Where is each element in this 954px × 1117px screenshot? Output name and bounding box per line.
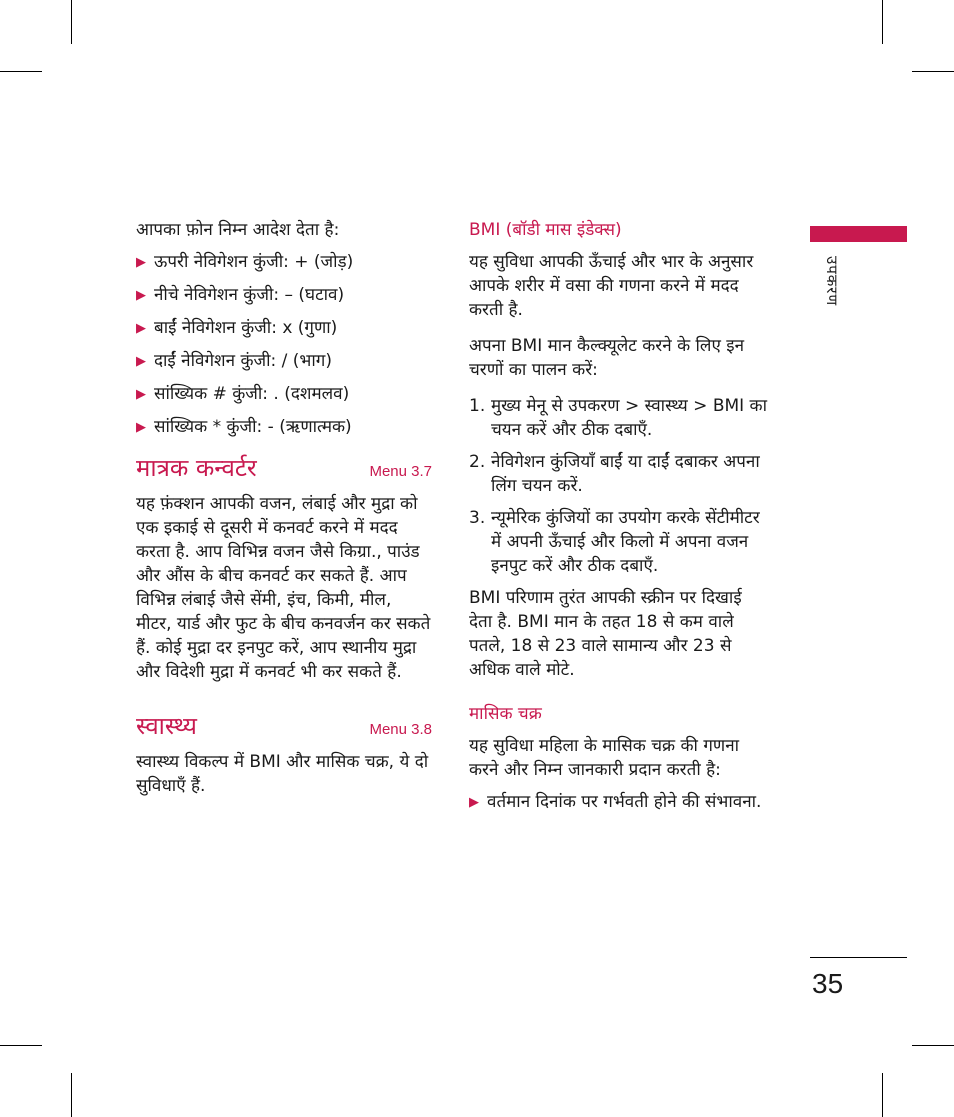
crop-mark: [0, 1045, 42, 1046]
bmi-description: यह सुविधा आपकी ऊँचाई और भार के अनुसार आपके शरीर में वसा की गणना करने में मदद करती है.: [469, 252, 754, 320]
list-item: ▶ बाईं नेविगेशन कुंजी: x (गुणा): [136, 316, 432, 341]
triangle-bullet-icon: ▶: [136, 387, 146, 402]
list-item: ▶ सांख्यिक # कुंजी: . (दशमलव): [136, 382, 432, 407]
triangle-bullet-icon: ▶: [136, 288, 146, 303]
unit-converter-body: यह फ़ंक्शन आपकी वजन, लंबाई और मुद्रा को एक इकाई से दूसरी में कनवर्ट करने में मदद करता है. आप विभिन्न वजन जैसे किग्रा., पाउंड और औंस के बीच कनवर्ट कर सकते हैं. आप विभिन्न लंबाई जैसे सेंमी, इंच, किमी, मील, मीटर, यार्ड और फुट के बीच कनवर्जन कर सकते हैं. कोई मुद्रा दर इनपुट करें, आप स्थानीय मुद्रा और विदेशी मुद्रा में कनवर्ट भी कर सकते हैं.: [136, 494, 431, 682]
crop-mark: [912, 71, 954, 72]
crop-mark: [0, 71, 42, 72]
list-item: ▶ ऊपरी नेविगेशन कुंजी: + (जोड़): [136, 250, 432, 275]
triangle-bullet-icon: ▶: [136, 354, 146, 369]
crop-mark: [882, 0, 883, 44]
list-item: ▶ सांख्यिक * कुंजी: - (ऋणात्मक): [136, 415, 432, 440]
list-item: ▶ नीचे नेविगेशन कुंजी: – (घटाव): [136, 283, 432, 308]
chapter-label: उपकरण: [823, 256, 841, 307]
menstrual-cycle-body: यह सुविधा महिला के मासिक चक्र की गणना करने और निम्न जानकारी प्रदान करती है:: [469, 736, 740, 780]
bmi-result: BMI परिणाम तुरंत आपकी स्क्रीन पर दिखाई देता है. BMI मान के तहत 18 से कम वाले पतले, 18 से 23 वाले सामान्य और 23 से अधिक वाले मोटे.: [469, 588, 742, 680]
section-title: मात्रक कन्वर्टर: [136, 454, 257, 482]
list-item: 3. न्यूमेरिक कुंजियों का उपयोग करके सेंटीमीटर में अपनी ऊँचाई और किलो में अपना वजन इनपुट करें और ठीक दबाएँ.: [469, 508, 760, 576]
menu-number: Menu 3.7: [369, 463, 432, 480]
list-item: 1. मुख्य मेनू से उपकरण > स्वास्थ्य > BMI का चयन करें और ठीक दबाएँ.: [469, 396, 768, 440]
list-item: 2. नेविगेशन कुंजियाँ बाईं या दाईं दबाकर अपना लिंग चयन करें.: [469, 452, 760, 496]
crop-mark: [882, 1073, 883, 1117]
menu-number: Menu 3.8: [369, 721, 432, 738]
page-number-rule: [810, 957, 907, 958]
chapter-tab: [810, 226, 907, 242]
list-item: ▶ वर्तमान दिनांक पर गर्भवती होने की संभावना.: [469, 790, 769, 815]
list-item: ▶ दाईं नेविगेशन कुंजी: / (भाग): [136, 349, 432, 374]
section-title: स्वास्थ्य: [136, 712, 197, 740]
triangle-bullet-icon: ▶: [469, 795, 479, 810]
menstrual-cycle-title: मासिक चक्र: [469, 704, 542, 724]
right-column: [469, 218, 769, 815]
calculator-intro: आपका फ़ोन निम्न आदेश देता है:: [136, 220, 340, 240]
left-column: [136, 218, 432, 798]
crop-mark: [912, 1045, 954, 1046]
crop-mark: [71, 1073, 72, 1117]
calculator-key-list: [136, 250, 432, 440]
bmi-title: BMI (बॉडी मास इंडेक्स): [469, 220, 622, 240]
crop-mark: [71, 0, 72, 44]
triangle-bullet-icon: ▶: [136, 321, 146, 336]
triangle-bullet-icon: ▶: [136, 420, 146, 435]
page-number: 35: [812, 968, 844, 999]
bmi-instructions: अपना BMI मान कैल्क्यूलेट करने के लिए इन चरणों का पालन करें:: [469, 336, 745, 380]
triangle-bullet-icon: ▶: [136, 255, 146, 270]
health-heading: [136, 710, 432, 742]
unit-converter-heading: [136, 452, 432, 484]
bmi-steps: [469, 394, 769, 578]
health-body: स्वास्थ्य विकल्प में BMI और मासिक चक्र, ये दो सुविधाएँ हैं.: [136, 752, 429, 796]
